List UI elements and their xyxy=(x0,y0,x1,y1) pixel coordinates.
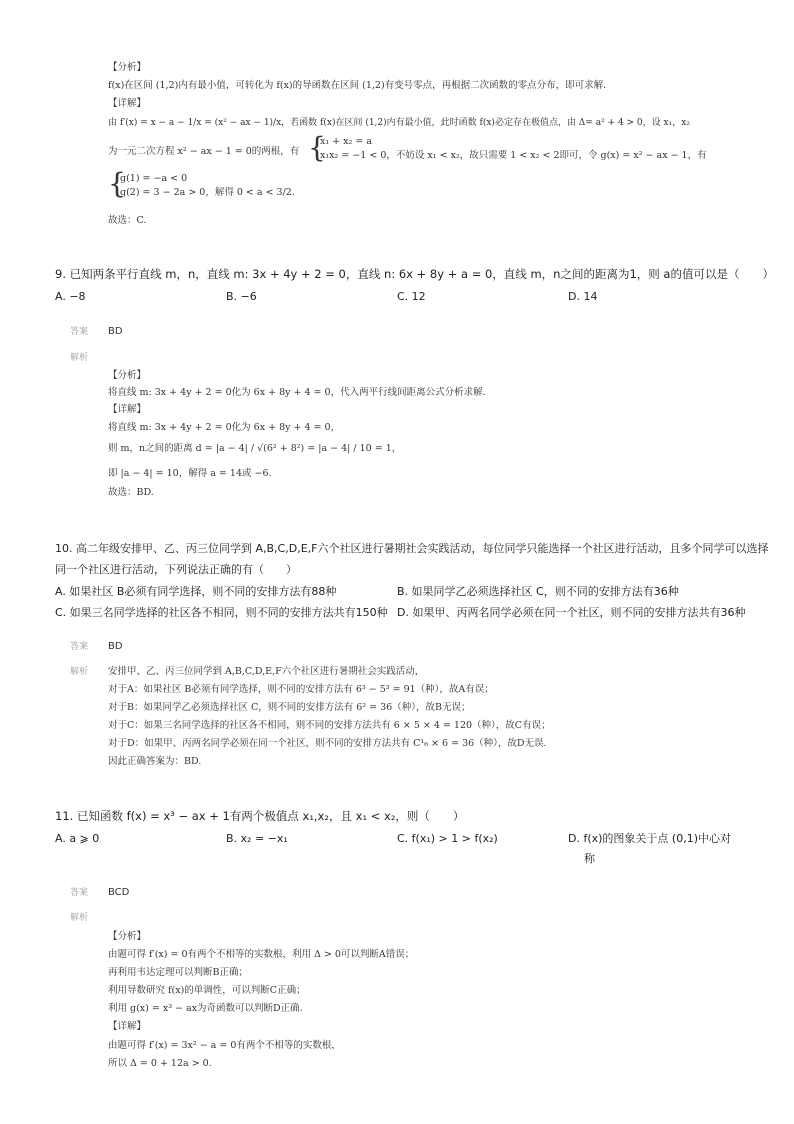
q11-fenxi-3: 利用导数研究 f(x)的单调性，可以判断C正确； xyxy=(108,985,306,996)
sec8-conclusion: 故选：C. xyxy=(108,215,147,226)
q9-fenxi-text: 将直线 m: 3x + 4y + 2 = 0化为 6x + 8y + 4 = 0，代入两平行线间距离公式分析求解. xyxy=(108,387,486,398)
sec8-system2-b: g(2) = 3 − 2a > 0，解得 0 < a < 3/2. xyxy=(120,187,295,198)
sec8-fenxi-text: f(x)在区间 (1,2)内有最小值，可转化为 f(x)的导函数在区间 (1,2)有变号零点，再根据二次函数的零点分布，即可求解. xyxy=(108,80,607,91)
q10-stem-line1: 10. 高二年级安排甲、乙、丙三位同学到 A,B,C,D,E,F六个社区进行暑期社会实践活动，每位同学只能选择一个社区进行活动，且多个同学可以选择 xyxy=(55,542,769,555)
q9-option-a: A. −8 xyxy=(55,290,86,303)
q9-option-c: C. 12 xyxy=(397,290,426,303)
q10-option-d: D. 如果甲、丙两名同学必须在同一个社区，则不同的安排方法共有36种 xyxy=(397,606,746,619)
q10-option-c: C. 如果三名同学选择的社区各不相同，则不同的安排方法共有150种 xyxy=(55,606,388,619)
q11-option-d-line2: 称 xyxy=(584,852,595,865)
q10-detail-1: 安排甲、乙、丙三位同学到 A,B,C,D,E,F六个社区进行暑期社会实践活动， xyxy=(108,666,425,677)
q10-detail-5: 对于D：如果甲、丙两名同学必须在同一个社区，则不同的安排方法共有 C¹₆ × 6 = 36（种），故D无误. xyxy=(108,738,547,749)
q11-option-c: C. f(x₁) > 1 > f(x₂) xyxy=(397,832,498,845)
q9-detail-2: 则 m，n之间的距离 d = |a − 4| / √(6² + 8²) = |a − 4| / 10 = 1， xyxy=(108,443,402,454)
q10-answer: BD xyxy=(108,641,123,652)
q10-option-a: A. 如果社区 B必须有同学选择，则不同的安排方法有88种 xyxy=(55,585,337,598)
q10-detail-4: 对于C：如果三名同学选择的社区各不相同，则不同的安排方法共有 6 × 5 × 4 = 120（种），故C有误； xyxy=(108,720,551,731)
sec8-xiangjie-label: 【详解】 xyxy=(108,98,147,109)
q10-answer-label: 答案 xyxy=(70,642,89,652)
q10-option-b: B. 如果同学乙必须选择社区 C，则不同的安排方法有36种 xyxy=(397,585,679,598)
q9-option-d: D. 14 xyxy=(568,290,598,303)
q9-detail-4: 故选：BD. xyxy=(108,487,154,498)
q11-xiangjie-label: 【详解】 xyxy=(108,1021,147,1032)
q9-option-b: B. −6 xyxy=(226,290,257,303)
q11-fenxi-4: 利用 g(x) = x³ − ax为奇函数可以判断D正确. xyxy=(108,1003,303,1014)
sec8-line2-pre: 为一元二次方程 x² − ax − 1 = 0的两根，有 xyxy=(108,146,300,157)
q10-detail-2: 对于A：如果社区 B必须有同学选择，则不同的安排方法有 6³ − 5³ = 91（种），故A有误； xyxy=(108,684,494,695)
sec8-system-a: x₁ + x₂ = a xyxy=(320,136,372,147)
q9-answer-label: 答案 xyxy=(70,327,89,337)
q11-option-b: B. x₂ = −x₁ xyxy=(226,832,288,845)
q11-stem: 11. 已知函数 f(x) = x³ − ax + 1有两个极值点 x₁,x₂，且 x₁ < x₂，则（ ） xyxy=(55,809,465,823)
q10-detail-3: 对于B：如果同学乙必须选择社区 C，则不同的安排方法有 6² = 36（种），故B无误； xyxy=(108,702,471,713)
sec8-system-b: x₁x₂ = −1 < 0，不妨设 x₁ < x₂，故只需要 1 < x₂ < 2即可，令 g(x) = x² − ax − 1，有 xyxy=(320,150,707,161)
q9-stem: 9. 已知两条平行直线 m，n，直线 m: 3x + 4y + 2 = 0，直线 n: 6x + 8y + a = 0，直线 m，n之间的距离为1，则 a的值可以是（ ） xyxy=(55,267,774,281)
q9-answer: BD xyxy=(108,326,123,337)
q11-option-d-line1: D. f(x)的图象关于点 (0,1)中心对 xyxy=(568,832,732,845)
sec8-line1: 由 f′(x) = x − a − 1/x = (x² − ax − 1)/x，若函数 f(x)在区间 (1,2)内有最小值，此时函数 f(x)必定存在极值点，由 Δ= a² + 4 > 0，设 x₁，x₂ xyxy=(108,118,690,128)
q9-fenxi-label: 【分析】 xyxy=(108,370,147,381)
q11-option-a: A. a ⩾ 0 xyxy=(55,832,100,845)
q9-xiangjie-label: 【详解】 xyxy=(108,404,147,415)
q9-analysis-label: 解析 xyxy=(70,353,89,363)
q11-answer-label: 答案 xyxy=(70,888,89,898)
q9-detail-3: 即 |a − 4| = 10，解得 a = 14或 −6. xyxy=(108,468,272,479)
sec8-fenxi-label: 【分析】 xyxy=(108,62,147,73)
q11-detail-1: 由题可得 f′(x) = 3x² − a = 0有两个不相等的实数根， xyxy=(108,1040,341,1051)
q10-analysis-label: 解析 xyxy=(70,667,89,677)
q11-analysis-label: 解析 xyxy=(70,913,89,923)
sec8-brace-1: { xyxy=(308,131,326,164)
sec8-system2-a: g(1) = −a < 0 xyxy=(120,173,188,184)
q10-detail-6: 因此正确答案为：BD. xyxy=(108,756,202,767)
sec8-brace-2: { xyxy=(108,167,126,200)
q9-detail-1: 将直线 m: 3x + 4y + 2 = 0化为 6x + 8y + 4 = 0， xyxy=(108,422,341,433)
q11-fenxi-1: 由题可得 f′(x) = 0有两个不相等的实数根，利用 Δ > 0可以判断A错误； xyxy=(108,949,415,960)
q11-fenxi-label: 【分析】 xyxy=(108,931,147,942)
q11-fenxi-2: 再利用韦达定理可以判断B正确； xyxy=(108,967,248,978)
q10-stem-line2: 同一个社区进行活动，下列说法正确的有（ ） xyxy=(55,563,297,576)
q11-answer: BCD xyxy=(108,887,130,898)
q11-detail-2: 所以 Δ = 0 + 12a > 0. xyxy=(108,1058,212,1069)
